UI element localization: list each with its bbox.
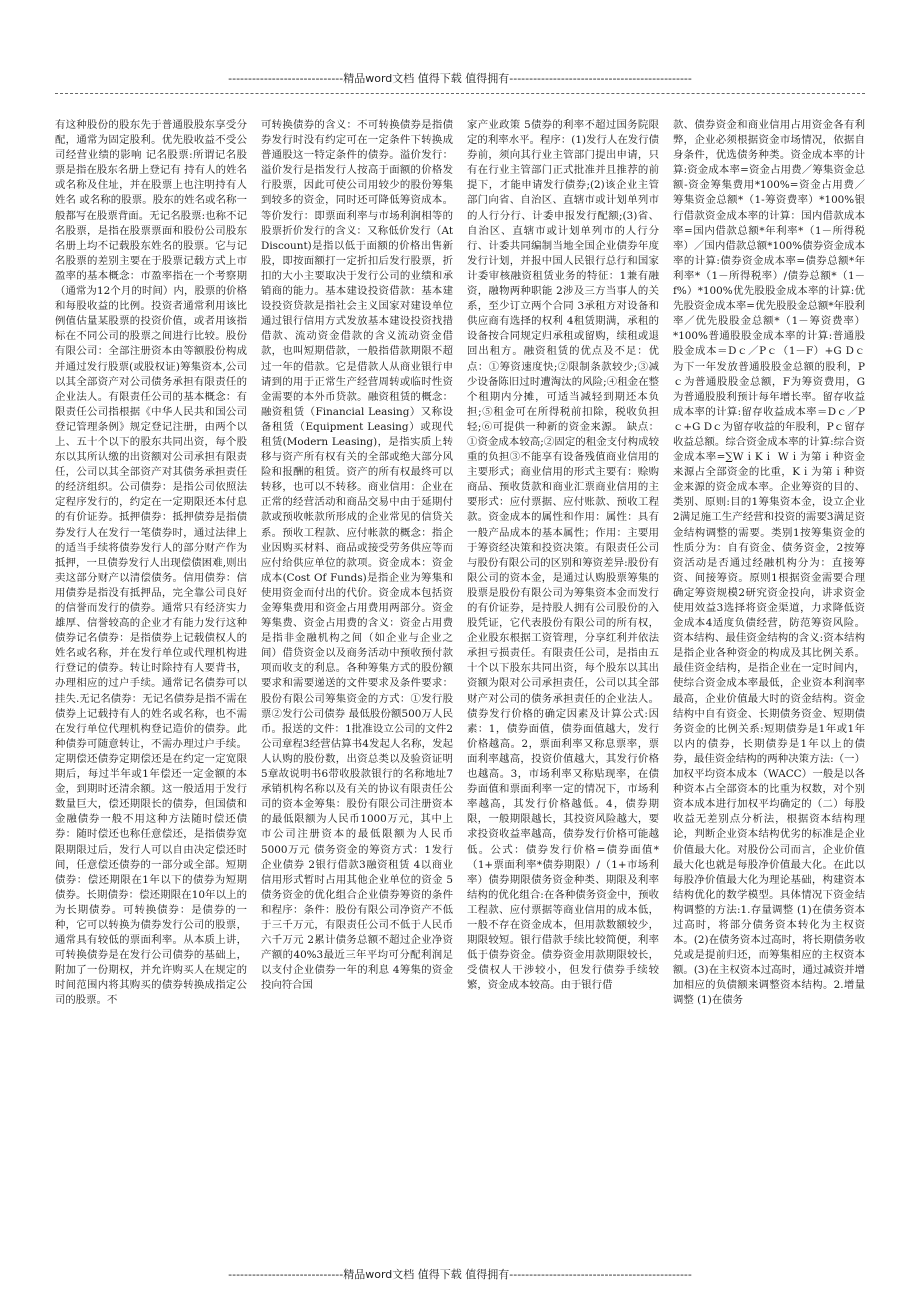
text-column-4: [673, 118, 865, 1248]
text-column-3: [467, 118, 659, 1248]
header-divider: [55, 93, 865, 94]
column-text: 款、债券资金和商业信用占用资金各有利弊，企业必须根据资金市场情况，依据自身条件，优选债务种类。资金成本率的计算:资金成本率=资金占用费／筹集资金总额-资金筹集费用*100%=资金占用费／筹集资金总额*（1-筹资费率）*100%银行借款资金成本率的计算：国内借款成本率=国内借款总额*年利率*（1－所得税率）／国内借款总额*100%债券资金成本率的计算:债券资金成本率=债券总额*年利率*（1－所得税率）/债券总额*（1－f%）*100%优先股股金成本率的计算:优先股资金成本率=优先股股金总额*年股利率／优先股股金总额*（1－筹资费率）*100%普通股股金成本率的计算:普通股股金成本＝Dｃ／Pｃ（1－F）+G Dｃ为下一年发放普通股股金总额的股利，Pｃ为普通股股金总额，F为筹资费用，G为普通股股利预计每年增长率。留存收益成本率的计算:留存收益成本率＝Dｃ／Pｃ+G Dｃ为留存收益的年股利，Pｃ留存收益总额。综合资金成本率的计算:综合资金成本率=∑WｉKｉ Wｉ为第ｉ种资金来源占全部资金的比重，Kｉ为第ｉ种资金来源的资金成本率。企业筹资的目的、类别、原则:目的1筹集资本金，设立企业2满足施工生产经营和投资的需要3满足资金结构调整的需要。类别1按筹集资金的性质分为：自有资金、债务资金，2按筹资活动是否通过经融机构分为：直接筹资、间接筹资。原则1根据资金需要合理确定筹资规模2研究资金投向，讲求资金使用效益3选择将资金渠道，力求降低资金成本4适度负债经营，防范筹资风险。资本结构、最佳资金结构的含义:资本结构是指企业各种资金的构成及其比例关系。最佳资金结构，是指企业在一定时间内，使综合资金成本率最低，企业资本利润率最高，企业价值最大时的资金结构。资金结构中自有资金、长期债务资金、短期债务资金的比例关系:短期债券是1年或1年以内的债券，长期债券是1年以上的债券，最佳资金结构的两种决策方法:（一）加权平均资本成本（WACC）一般是以各种资本占全部资本的比重为权数，对个别资本成本进行加权平均确定的（二）每股收益无差别点分析法，根据资本结构理论，判断企业资本结构优劣的标准是企业价值最大化。对股份公司而言，企业价值最大化也就是每股净价值最大化。在此以每股净价值最大化为理论基础，构建资本结构优化的数学模型。具体情况下资金结构调整的方法:1.存量调整 (1)在债务资本过高时，将部分债务资本转化为主权资本。(2)在债务资本过高时，将长期债务收兑或是提前归还，而筹集相应的主权资本额。(3)在主权资本过高时，通过减资并增加相应的负债额来调整资本结构。2.增量调整 (1)在债务: [673, 119, 865, 1007]
column-text: 家产业政策 5债券的利率不超过国务院限定的利率水平。程序：(1)发行人在发行债券前，须向其行业主管部门提出申请，只有在行业主管部门正式批准并且推荐的前提下，才能申请发行债券;(2)该企业主管部门向省、自治区、直辖市或计划单列市的人行分行、计委申报发行配额;(3)省、自治区、直辖市或计划单列市的人行分行、计委共同编制当地全国企业债券年度发行计划，并报中国人民银行总行和国家计委审核融资租赁业务的特征：1兼有融资，融物两种职能 2涉及三方当事人的关系，至少订立两个合同 3承租方对设备和供应商有选择的权利 4租赁期满，承租的设备按合同规定归承租或留购，续租或退回出租方。融资租赁的优点及不足：优点：①筹资速度快;②限制条款较少;③减少设备陈旧过时遭淘汰的风险;④租金在整个租期内分摊，可适当减轻到期还本负担;⑤租金可在所得税前扣除，税收负担轻;⑥可提供一种新的资金来源。 缺点：①资金成本较高;②固定的租金支付构成较重的负担③不能享有设备残值商业信用的主要形式；商业信用的形式主要有：赊购商品、预收货款和商业汇票商业信用的主要形式：应付票据、应付账款、预收工程款。资金成本的属性和作用：属性：具有一般产品成本的基本属性；作用：主要用于筹资经决策和投资决策。有限责任公司与股份有限公司的区别和筹资差异:股份有限公司的资本金，是通过认购股票筹集的股票是股份有限公司为筹集资本金而发行的有价证券，是持股人拥有公司股份的入股凭证，它代表股份有限公司的所有权，企业股东根据工资管理，分享红利并依法承担亏损责任。有限责任公司，是指由五十个以下股东共同出资，每个股东以其出资额为限对公司承担责任，公司以其全部财产对公司的债务承担责任的企业法人。债券发行价格的确定因素及计算公式:因素：1，债券面值，债券面值越大，发行价格越高。2，票面利率又称息票率，票面利率越高，投资价值越大，其发行价格也越高。3，市场利率又称贴现率，在债券面值和票面利率一定的情况下，市场利率越高，其发行价格越低。4，债券期限，一般期限越长，其投资风险越大，要求投资收益率越高，债券发行价格可能越低。公式：债券发行价格=债券面值*（1+票面利率*债券期限）/（1+市场利率）债券期限债务资金种类、期限及利率结构的优化组合:在各种债务资金中，预收工程款、应付票据等商业信用的成本低，一般不存在资金成本，但用款数额较少，期限较短。银行借款手续比较简便，利率低于债券资金。债券资金用款期限较长，受债权人干涉较小，但发行债券手续较繁，资金成本较高。由于银行借: [467, 119, 659, 992]
document-body: [55, 118, 867, 1248]
column-text: 可转换债券的含义：不可转换债券是指债券发行时没有约定可在一定条件下转换成普通股这一特定条件的债券。溢价发行：溢价发行是指发行人按高于面额的价格发行股票，因此可使公司用较少的股份筹集到较多的资金，同时还可降低筹资成本。等价发行：即票面利率与市场利润相等的股票折价发行的含义：又称低价发行（At Discount)是指以低于面额的价格出售新股，即按面额打一定折扣后发行股票，折扣的大小主要取决于发行公司的业绩和承销商的能力。基本建设投资借款：基本建设投资贷款是指社会主义国家对建设单位通过银行信用方式发放基本建设投资找措借款、流动资金借款的含义流动资金借款，也叫短期借款，一般指借款期限不超过一年的借款。它是借款人从商业银行申请到的用于正常生产经营周转或临时性资金需要的本外币贷款。融资租赁的概念：融资租赁（Financial Leasing）又称设备租赁（Equipment Leasing）或现代租赁(Modern Leasing)，是指实质上转移与资产所有权有关的全部或绝大部分风险和报酬的租赁。资产的所有权最终可以转移，也可以不转移。商业信用：企业在正常的经营活动和商品交易中由于延期付款或预收帐款所形成的企业常见的信贷关系。预收工程款、应付帐款的概念：指企业因购买材料、商品或接受劳务供应等而应付给供应单位的款项。资金成本：资金成本(Cost Of Funds)是指企业为筹集和使用资金而付出的代价。资金成本包括资金筹集费用和资金占用费用两部分。资金筹集费、资金占用费的含义：资金占用费是指非金融机构之间（如企业与企业之间）借贷资金以及商务活动中预收预付款项而收支的利息。各种筹集方式的股份额要求和需要递送的文件要求及条件要求：股份有限公司筹集资金的方式：①发行股票②发行公司债券 最低股份额500万人民币。报送的文件：1批准设立公司的文件2公司章程3经营估算书4发起人名称，发起人认购的股份数，出资总类以及验资证明5章故说明书6带收股款银行的名称地址7承销机构名称以及有关的协议有限责任公司的资本金筹集：股份有限公司注册资本的最低限额为人民币1000万元，其中上市公司注册资本的最低限额为人民币5000万元 债务资金的筹资方式：1发行企业债券 2银行借款3融资租赁 4以商业信用形式暂时占用其他企业单位的资金 5债务资金的优化组合企业债券筹资的条件和程序：条件：股份有限公司净资产不低于三千万元，有限责任公司不低于人民币六千万元 2累计债务总额不超过企业净资产额的40%3最近三年平均可分配利润足以支付企业债券一年的利息 4筹集的资金投向符合国: [261, 119, 453, 992]
footer-banner: -----------------------------精品word文档 值得下载 值得拥有----------------------------------------------: [228, 1268, 692, 1281]
text-column-2: [261, 118, 453, 1248]
header-banner: -----------------------------精品word文档 值得下载 值得拥有----------------------------------------------: [228, 72, 692, 85]
text-column-1: [55, 118, 247, 1248]
column-text: 有这种股份的股东先于普通股股东享受分配，通常为固定股利。优先股收益不受公司经营业绩的影响 记名股票:所谓记名股票是指在股东名册上登记有 持有人的姓名或名称及住址，并在股票上也注明持有人姓名 或名称的股票。股东的姓名或名称一般都写在股票背面。无记名股票:也称不记名股票，是指在股票票面和股份公司股东名册上均不记载股东姓名的股票。它与记名股票的差别主要在于股票记载方式上市盈率的基本概念：市盈率指在一个考察期（通常为12个月的时间）内，股票的价格和每股收益的比例。投资者通常利用该比例值估量某股票的投资价值，或者用该指标在不同公司的股票之间进行比较。股份有限公司：全部注册资本由等额股份构成并通过发行股票(或股权证)筹集资本,公司以其全部资产对公司债务承担有限责任的企业法人。有限责任公司的基本概念：有限责任公司指根据《中华人民共和国公司登记管理条例》规定登记注册，由两个以上、五十个以下的股东共同出资，每个股东以其所认缴的出资额对公司承担有限责任，公司以其全部资产对其债务承担责任的经济组织。公司债券：是指公司依照法定程序发行的，约定在一定期限还本付息的有价证券。抵押债券：抵押债券是指债券发行人在发行一笔债券时，通过法律上的适当手续将债券发行人的部分财产作为抵押，一旦债券发行人出现偿债困难,则出卖这部分财产以清偿债务。信用债券：信用债券是指没有抵押品，完全靠公司良好的信誉而发行的债券。通常只有经济实力雄厚、信誉较高的企业才有能力发行这种债券记名债券：是指债券上记载债权人的姓名或名称，并在发行单位或代理机构进行登记的债券。转让时除持有人要背书，办理相应的过户手续。通常记名债券可以挂失.无记名债券：无记名债券是指不需在债券上记载持有人的姓名或名称，也不需在发行单位代理机构登记造价的债券。此种债券可随意转让，不需办理过户手续。定期偿还债券定期偿还是在约定一定宽限期后，每过半年或1年偿还一定金额的本金，到期时还清余额。这一般适用于发行数量巨大，偿还期限长的债券，但国债和金融债券一般不用这种方法随时偿还债券：随时偿还也称任意偿还，是指债券宽限期限过后，发行人可以自由决定偿还时间，任意偿还债券的一部分或全部。短期债券：偿还期限在1年以下的债券为短期债券。长期债券：偿还期限在10年以上的为长期债券。可转换债券：是债券的一种，它可以转换为债券发行公司的股票，通常具有较低的票面利率。从本质上讲，可转换债券是在发行公司债券的基础上，附加了一份期权，并允许购买人在规定的时间范围内将其购买的债券转换成指定公司的股票。不: [55, 119, 247, 1007]
